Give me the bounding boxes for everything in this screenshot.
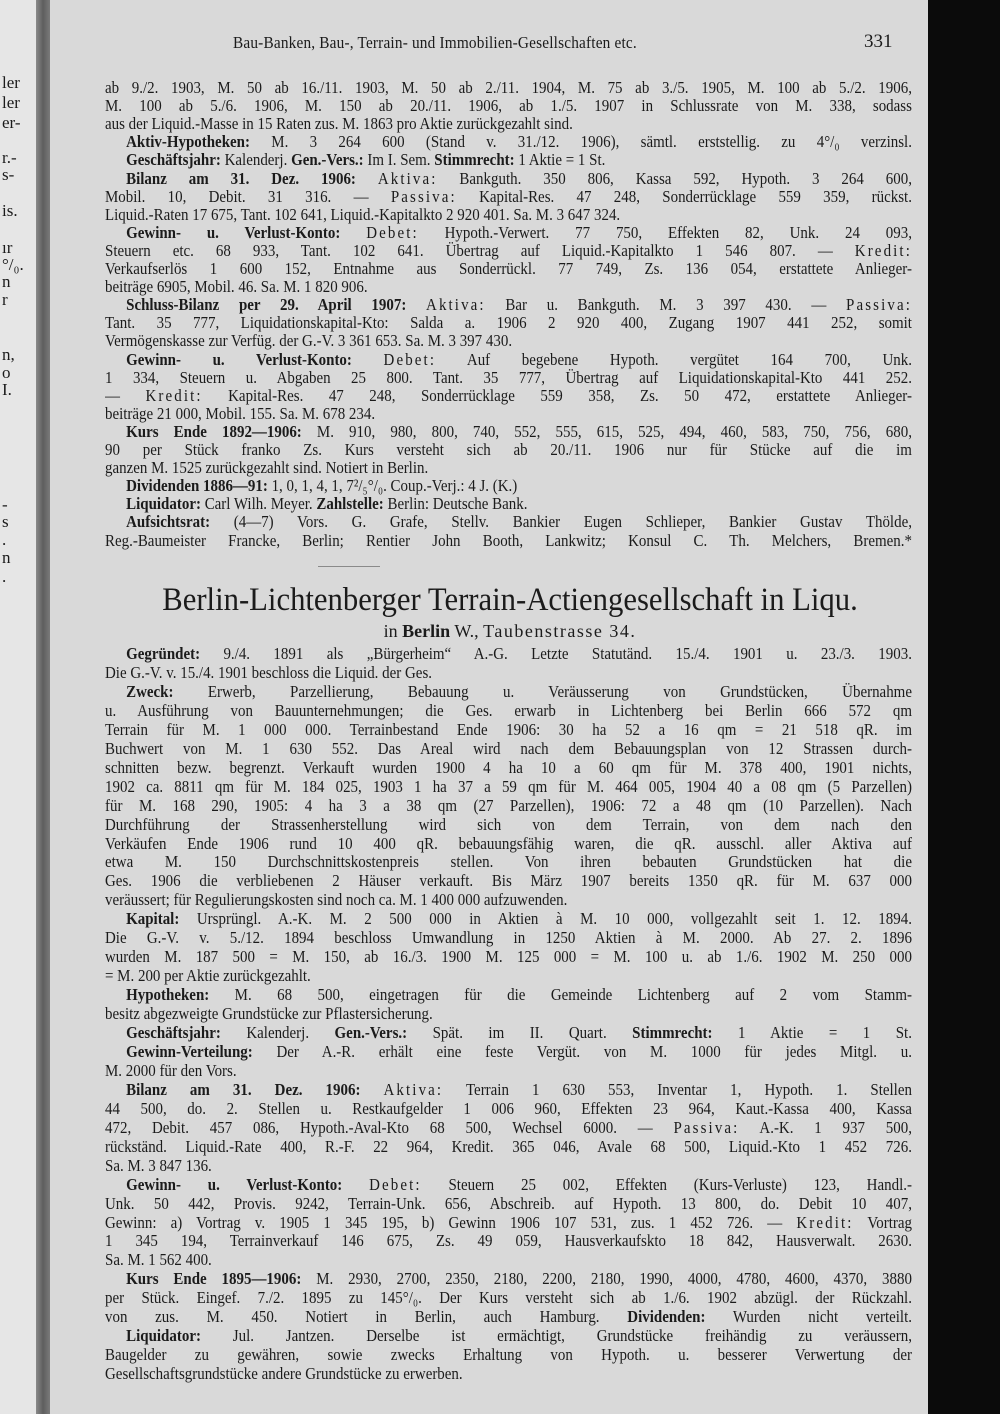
field-label: Gegründet: [126, 644, 201, 663]
field-label: Liquidator: [126, 494, 201, 514]
line-text: Berlin: Deutsche Bank. [383, 494, 528, 514]
line-text: ganzen M. 1525 zurückgezahlt sind. Notiert in Berlin. [105, 458, 429, 478]
facing-page-fragment [0, 0, 36, 1414]
text-line [105, 1175, 912, 1194]
line-text: Durchführung der Strassenherstellung wird sich von dem Terrain, von dem nach den [105, 814, 912, 834]
field-label: Dividenden 1886—91: [126, 476, 268, 496]
line-text: M. 100 ab 5./6. 1906, M. 150 ab 20./11. 1906, ab 1./5. 1907 in Schlussrate von M. 338, sodass [105, 96, 912, 116]
text-line [105, 966, 912, 985]
field-label: Gewinn- u. Verlust-Konto: [126, 1174, 343, 1194]
facing-page-text: r [2, 290, 8, 309]
line-text [352, 350, 384, 369]
spaced-label: Passiva: [390, 186, 457, 206]
line-text: 9./4. 1891 als „Bürgerheim“ A.-G. Letzte Statutänd. 15./4. 1901 u. 23./3. 1903. [200, 644, 912, 663]
line-text: Sa. M. 3 847 136. [105, 1155, 212, 1175]
field-label: Geschäftsjahr: [126, 1023, 221, 1042]
text-line [105, 1099, 912, 1118]
line-text: Jul. Jantzen. Derselbe ist ermächtigt, Grundstücke freihändig zu veräussern, [200, 1326, 912, 1346]
line-text: von zus. M. 450. Notiert in Berlin, auch Hamburg. [105, 1307, 628, 1327]
line-text: beiträge 6905, Mobil. 46. Sa. M. 1 820 906. [105, 277, 368, 297]
line-text: Der A.-R. erhält eine feste Vergüt. von M. 1000 für jedes Mitgl. u. [252, 1041, 912, 1061]
facing-page-text: ler [2, 93, 20, 112]
line-text: Verkäufen Ende 1906 rund 10 400 qR. bebauungsfähig waren, die qR. ausschl. aller Aktiva auf [105, 833, 912, 853]
line-text: Verkaufserlös 1 600 152, Entnahme aus Sonderrückl. 77 749, Zs. 136 054, erstattete Anlieger- [105, 259, 912, 278]
field-label: Gewinn- u. Verlust-Konto: [126, 349, 352, 369]
line-text: per Stück. Eingef. 7./2. 1895 zu 145°/₀. Der Kurs versteht sich ab 1./6. 1902 abzügl. der Rückzahl. [105, 1288, 912, 1308]
field-label: Bilanz am 31. Dez. 1906: [126, 1079, 361, 1099]
line-text: Kalenderj. [220, 150, 292, 170]
text-line [105, 758, 912, 777]
line-text: Erwerb, Parzellierung, Bebauung u. Veräusserung von Grundstücken, Übernahme [173, 681, 912, 701]
facing-page-text: is. [2, 201, 18, 220]
line-text: Im I. Sem. [363, 150, 435, 170]
line-text: etwa M. 150 Durchschnittskostenpreis stellen. Von ihren bebauten Grundstücken hat die [105, 852, 912, 872]
company-address [110, 621, 910, 642]
field-label: Aufsichtsrat: [126, 512, 211, 532]
field-label: Stimmrecht: [632, 1023, 713, 1042]
line-text: Baugelder zu gewähren, sowie zwecks Erhaltung von Hypoth. u. besserer Verwertung der [105, 1345, 912, 1365]
field-label: Dividenden: [627, 1307, 706, 1327]
text-line [105, 663, 912, 682]
field-label: Gewinn-Verteilung: [126, 1041, 253, 1061]
text-line [105, 739, 912, 758]
line-text [406, 295, 426, 314]
text-line [105, 890, 912, 909]
text-line [105, 386, 912, 405]
spaced-label: Kredit: [854, 240, 912, 260]
field-label: Stimmrecht: [434, 150, 515, 170]
text-line [105, 331, 912, 350]
text-line [105, 132, 912, 151]
section-divider [318, 566, 380, 567]
text-line [105, 1269, 912, 1288]
line-text: 1, 0, 1, 4, 1, 7²/₅°/₀. Coup.-Verj.: 4 J. (K.) [267, 476, 518, 496]
field-label: Zahlstelle: [316, 494, 384, 514]
line-text: M. 68 500, eingetragen für die Gemeinde Lichtenberg auf 2 vom Stamm- [209, 985, 912, 1005]
text-line [105, 368, 912, 387]
line-text: wurden M. 187 500 = M. 150, ab 16./3. 1900 M. 125 000 = M. 100 u. ab 1./6. 1902 M. 250 000 [105, 947, 912, 967]
text-line [105, 834, 912, 853]
line-text: Kalenderj. [220, 1023, 335, 1042]
text-line [105, 1118, 912, 1137]
spaced-label: Debet: [369, 1174, 422, 1194]
text-line [105, 531, 912, 550]
line-text: 1 345 194, Terrainverkauf 146 675, Zs. 49 059, Hausverkaufskto 18 842, Hausverwalt. 2630. [105, 1231, 912, 1251]
text-line [105, 701, 912, 720]
facing-page-text: . [2, 567, 7, 586]
line-text: aus der Liquid.-Masse in 15 Raten zus. M. 1863 pro Aktie zurückgezahlt sind. [105, 114, 573, 134]
line-text: Carl Wilh. Meyer. [200, 494, 317, 514]
text-line [105, 1061, 912, 1080]
text-line [105, 259, 912, 278]
text-line [105, 1345, 912, 1364]
text-line [105, 1326, 912, 1345]
line-text: Mobil. 10, Debit. 31 316. — [105, 186, 391, 206]
line-text: M. 910, 980, 800, 740, 552, 555, 615, 525, 494, 460, 583, 750, 756, 680, [301, 421, 912, 441]
address-district: W., [450, 621, 484, 641]
line-text: Die G.-V. v. 15./4. 1901 beschloss die Liquid. der Ges. [105, 662, 433, 682]
page-number: 331 [864, 31, 893, 52]
text-line [105, 494, 912, 513]
line-text: Vermögenskasse zur Verfüg. der G.-V. 3 361 653. Sa. M. 3 397 430. [105, 331, 513, 351]
text-line [105, 1156, 912, 1175]
line-text: Die G.-V. v. 5./12. 1894 beschloss Umwandlung in 1250 Aktien à M. 2000. Ab 27. 2. 1896 [105, 928, 912, 948]
address-street: Taubenstrasse 34. [483, 621, 637, 641]
text-line [105, 796, 912, 815]
text-line [105, 187, 912, 206]
text-line [105, 96, 912, 115]
facing-page-text: n [2, 548, 11, 567]
line-text: Bar u. Bankguth. M. 3 397 430. — [485, 295, 847, 315]
line-text: (4—7) Vors. G. Grafe, Stellv. Bankier Eugen Schlieper, Bankier Gustav Thölde, [210, 512, 912, 532]
text-line [105, 682, 912, 701]
text-line [105, 644, 912, 663]
text-line [105, 422, 912, 441]
line-text: Kapital-Res. 47 248, Sonderrücklage 559 358, Zs. 50 472, erstattete Anlieger- [202, 385, 912, 405]
field-label: Kurs Ende 1895—1906: [126, 1269, 302, 1289]
field-label: Bilanz am 31. Dez. 1906: [126, 168, 356, 188]
field-label: Gen.-Vers.: [291, 150, 364, 170]
text-line [105, 114, 912, 133]
text-line [105, 78, 912, 97]
text-line [105, 169, 912, 188]
spaced-label: Aktiva: [426, 295, 486, 315]
line-text: Spät. im II. Quart. [407, 1023, 633, 1042]
spaced-label: Passiva: [846, 295, 912, 315]
line-text [340, 223, 366, 242]
line-text: Ges. 1906 die verbliebenen 2 Häuser verkauft. Bis März 1907 bereits 1350 qR. für M. 637 000 [105, 871, 912, 891]
line-text: Bankguth. 350 806, Kassa 592, Hypoth. 3 264 600, [437, 168, 912, 188]
facing-page-text: s- [2, 165, 15, 184]
line-text: 90 per Stück franko Zs. Kurs versteht sich ab 20./11. 1906 nur für Stücke auf die im [105, 440, 912, 459]
text-line [105, 1080, 912, 1099]
line-text: 44 500, do. 2. Stellen u. Restkaufgelder 1 006 960, Effekten 23 964, Kaut.-Kassa 400, Kassa [105, 1098, 912, 1118]
facing-page-text: o [2, 363, 11, 382]
line-text: M. 3 264 600 (Stand v. 31./12. 1906), sämtl. erststellig. zu 4°/₀ verzinsl. [249, 132, 912, 152]
field-label: Kurs Ende 1892—1906: [126, 421, 302, 441]
facing-page-text: er- [2, 113, 21, 132]
spaced-label: Debet: [366, 222, 419, 242]
text-line [105, 1231, 912, 1250]
line-text: Gesellschaftsgrundstücke andere Grundstücke zu erwerben. [105, 1364, 463, 1384]
text-line [105, 205, 912, 224]
text-line [105, 1023, 912, 1042]
facing-page-text: I. [2, 380, 12, 399]
text-line [105, 458, 912, 477]
text-line [105, 277, 912, 296]
company-title: Berlin-Lichtenberger Terrain-Actiengesellschaft in Liqu. [162, 582, 858, 618]
text-line [105, 476, 912, 495]
spaced-label: Kredit: [145, 385, 203, 405]
line-text: Tant. 35 777, Liquidationskapital-Kto: Salda a. 1906 2 920 400, Zugang 1907 441 252, somit [105, 313, 912, 333]
field-label: Kapital: [126, 909, 180, 929]
facing-page-text: ır [2, 238, 13, 257]
facing-page-text: . [2, 530, 7, 549]
line-text: Steuern 25 002, Effekten (Kurs-Verluste) 123, Handl.- [421, 1174, 912, 1194]
text-line [105, 928, 912, 947]
line-text: Gewinn: a) Vortrag v. 1905 1 345 195, b) Gewinn 1906 107 531, zus. 1 452 726. — [105, 1212, 797, 1232]
field-label: Schluss-Bilanz per 29. April 1907: [126, 295, 407, 315]
facing-page-text: - [2, 495, 8, 514]
field-label: Hypotheken: [126, 985, 210, 1005]
text-line [105, 150, 912, 169]
line-text: 472, Debit. 457 086, Hypoth.-Aval-Kto 68 500, Wechsel 6000. — [105, 1117, 674, 1137]
line-text: M. 2930, 2700, 2350, 2180, 2200, 2180, 1990, 4000, 4780, 4600, 4370, 3880 [301, 1269, 912, 1289]
text-line [105, 777, 912, 796]
text-line [105, 720, 912, 739]
spaced-label: Kredit: [796, 1212, 854, 1232]
line-text: ab 9./2. 1903, M. 50 ab 16./11. 1903, M. 50 ab 2./11. 1904, M. 75 ab 3./5. 1905, M. 100 ab 5./2. 1906, [105, 78, 912, 97]
line-text: Unk. 50 442, Provis. 9242, Terrain-Unk. 656, Abschreib. auf Hypoth. 13 800, do. Debit 10 407, [105, 1193, 912, 1213]
field-label: Geschäftsjahr: [126, 150, 221, 170]
line-text: Vortrag [853, 1212, 912, 1232]
text-line [105, 1213, 912, 1232]
field-label: Gen.-Vers.: [334, 1023, 408, 1042]
line-text: Liquid.-Raten 17 675, Tant. 102 641, Liquid.-Kapitalkto 2 920 401. Sa. M. 3 647 324. [105, 204, 621, 224]
field-label: Aktiv-Hypotheken: [126, 132, 250, 152]
line-text: u. Ausführung von Bauunternehmungen; die Ges. erwarb in Lichtenberg bei Berlin 666 572 qm [105, 700, 912, 720]
line-text: Terrain für M. 1 000 000. Terrainbestand Ende 1906: 30 ha 52 a 16 qm = 21 518 qR. im [105, 719, 912, 739]
line-text: 1902 ca. 8811 qm für M. 184 025, 1903 1 ha 37 a 59 qm für M. 464 005, 1904 40 a 08 qm (5 Parzellen) [105, 776, 912, 796]
line-text: Auf begebene Hypoth. vergütet 164 700, Unk. [436, 349, 912, 369]
book-gutter [36, 0, 50, 1414]
text-line [105, 1288, 912, 1307]
line-text: Buchwert von M. 1 630 552. Das Areal wird nach dem Bebauungsplan von 12 Strassen durch- [105, 738, 912, 758]
text-line [105, 1307, 912, 1326]
document-page [50, 0, 928, 1414]
text-line [105, 852, 912, 871]
line-text: rückständ. Liquid.-Rate 400, R.-F. 22 964, Kredit. 365 046, Avale 68 500, Liquid.-Kto 1 452 726. [105, 1136, 912, 1156]
address-city: Berlin [402, 621, 451, 641]
line-text: — [105, 385, 146, 405]
facing-page-text: n, [2, 345, 15, 364]
text-line [105, 815, 912, 834]
text-line [105, 350, 912, 369]
line-text: = M. 200 per Aktie zurückgezahlt. [105, 966, 311, 986]
field-label: Gewinn- u. Verlust-Konto: [126, 222, 341, 242]
line-text [342, 1175, 369, 1194]
line-text: veräussert; für Regulierungskosten sind noch ca. M. 1 400 000 aufzuwenden. [105, 890, 568, 910]
text-line [105, 241, 912, 260]
text-line [105, 295, 912, 314]
text-line [105, 440, 912, 459]
text-line [105, 1042, 912, 1061]
text-line [105, 1364, 912, 1383]
address-prefix: in [383, 621, 403, 641]
line-text [356, 169, 378, 188]
text-line [105, 871, 912, 890]
spaced-label: Aktiva: [377, 168, 438, 188]
line-text: beiträge 21 000, Mobil. 155. Sa. M. 678 234. [105, 403, 376, 423]
line-text: Sa. M. 1 562 400. [105, 1250, 212, 1270]
line-text [360, 1080, 383, 1099]
spaced-label: Passiva: [673, 1117, 740, 1137]
line-text: Ursprüngl. A.-K. M. 2 500 000 in Aktien à M. 10 000, vollgezahlt seit 1. 12. 1894. [179, 909, 912, 929]
line-text: Wurden nicht verteilt. [705, 1307, 912, 1327]
text-line [105, 947, 912, 966]
line-text: Kapital-Res. 47 248, Sonderrücklage 559 359, rückst. [456, 186, 912, 206]
text-line [105, 512, 912, 531]
text-line [105, 313, 912, 332]
facing-page-text: n [2, 272, 11, 291]
text-line [105, 909, 912, 928]
line-text: Reg.-Baumeister Francke, Berlin; Rentier John Booth, Lankwitz; Konsul C. Th. Melchers, Bremen.* [105, 530, 912, 550]
line-text: Terrain 1 630 553, Inventar 1, Hypoth. 1. Stellen [443, 1079, 912, 1099]
text-line [105, 1004, 912, 1023]
facing-page-text: ler [2, 73, 20, 92]
field-label: Liquidator: [126, 1326, 201, 1346]
facing-page-text: s [2, 512, 9, 531]
line-text: A.-K. 1 937 500, [739, 1117, 912, 1137]
line-text: 1 Aktie = 1 St. [514, 150, 606, 170]
running-header: Bau-Banken, Bau-, Terrain- und Immobilien-Gesellschaften etc. [233, 33, 637, 52]
text-line [105, 1250, 912, 1269]
line-text: Hypoth.-Verwert. 77 750, Effekten 82, Unk. 24 093, [418, 222, 912, 242]
facing-page-text: °/₀. [2, 255, 24, 274]
line-text: besitz abgezweigte Grundstücke zur Pflastersicherung. [105, 1004, 433, 1024]
spaced-label: Debet: [383, 349, 437, 369]
line-text: 1 Aktie = 1 St. [712, 1023, 912, 1042]
text-line [105, 404, 912, 423]
text-line [105, 223, 912, 242]
text-line [105, 1194, 912, 1213]
field-label: Zweck: [126, 681, 174, 701]
spaced-label: Aktiva: [383, 1079, 444, 1099]
facing-page-text: r.- [2, 148, 17, 167]
line-text: M. 2000 für den Vors. [105, 1060, 237, 1080]
line-text: Steuern etc. 68 933, Tant. 102 641. Übertrag auf Liquid.-Kapitalkto 1 546 807. — [105, 240, 855, 260]
text-line [105, 1137, 912, 1156]
line-text: 1 334, Steuern u. Abgaben 25 800. Tant. 35 777, Übertrag auf Liquidationskapital-Kto 441 252. [105, 367, 912, 387]
text-line [105, 985, 912, 1004]
line-text: schnitten bezw. begrenzt. Verkauft wurden 1900 4 ha 10 a 60 qm für M. 378 400, 1901 nichts, [105, 757, 912, 777]
line-text: für M. 168 290, 1905: 4 ha 3 a 38 qm (27 Parzellen), 1906: 72 a 48 qm (10 Parzellen). Nach [105, 795, 912, 815]
